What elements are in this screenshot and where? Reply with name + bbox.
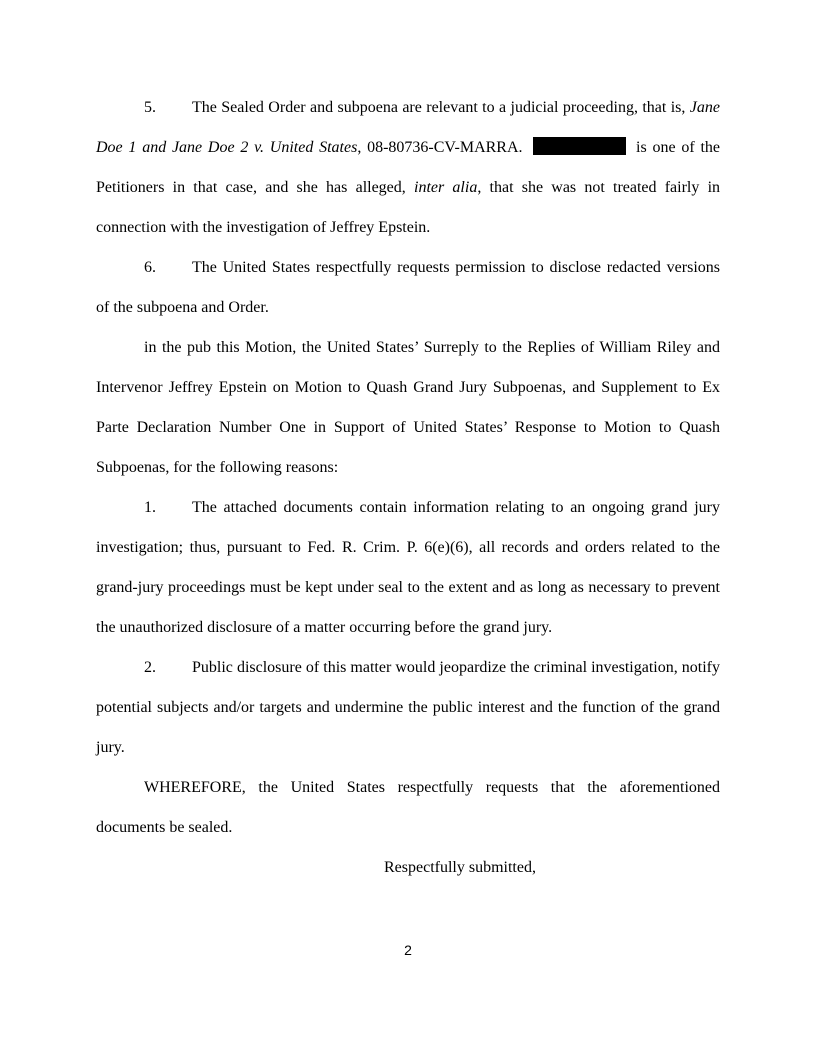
paragraph-text: The United States respectfully requests permission to disclose redacted versions of the subpoena and Order.	[96, 259, 720, 316]
case-name: Jane Doe 1 and Jane Doe 2 v. United States	[96, 99, 720, 156]
redaction-box	[533, 137, 626, 155]
paragraph-text: The Sealed Order and subpoena are relevant to a judicial proceeding, that is,	[192, 99, 690, 116]
case-number: , 08-80736-CV-MARRA.	[357, 139, 529, 156]
paragraph-number: 6.	[144, 259, 156, 276]
paragraph-6	[96, 248, 720, 328]
paragraph-text: is one of the Petitioners in that case, and she has alleged,	[96, 139, 720, 196]
page-number: 2	[404, 942, 412, 958]
paragraph-2	[96, 648, 720, 768]
paragraph-motion	[96, 328, 720, 488]
inter-alia: inter alia	[414, 179, 478, 196]
paragraph-text: WHEREFORE, the United States respectfully requests that the aforementioned documents be sealed.	[96, 779, 720, 836]
paragraph-text: , that she was not treated fairly in connection with the investigation of Jeffrey Epstein.	[96, 179, 721, 236]
paragraph-text: The attached documents contain information relating to an ongoing grand jury investigation; thus, pursuant to Fed. R. Crim. P. 6(e)(6), all records and orders related to the grand-jury proceedings must be kept under seal to the extent and as long as necessary to prevent the unauthorized disclosure of a matter occurring before the grand jury.	[96, 499, 720, 636]
paragraph-5	[96, 88, 720, 248]
paragraph-number: 2.	[144, 659, 156, 676]
paragraph-text: in the pub this Motion, the United States’ Surreply to the Replies of William Riley and Intervenor Jeffrey Epstein on Motion to Quash Grand Jury Subpoenas, and Supplement to Ex Parte Declaration Number One in Support of United States’ Response to Motion to Quash Subpoenas, for the following reasons:	[96, 339, 720, 476]
paragraph-number: 1.	[144, 499, 156, 516]
signoff: Respectfully submitted,	[384, 859, 536, 876]
paragraph-1	[96, 488, 720, 648]
paragraph-number: 5.	[144, 99, 156, 116]
paragraph-text: Public disclosure of this matter would jeopardize the criminal investigation, notify potential subjects and/or targets and undermine the public interest and the function of the grand jury.	[96, 659, 720, 756]
paragraph-wherefore	[96, 768, 720, 848]
document-body	[96, 88, 720, 888]
